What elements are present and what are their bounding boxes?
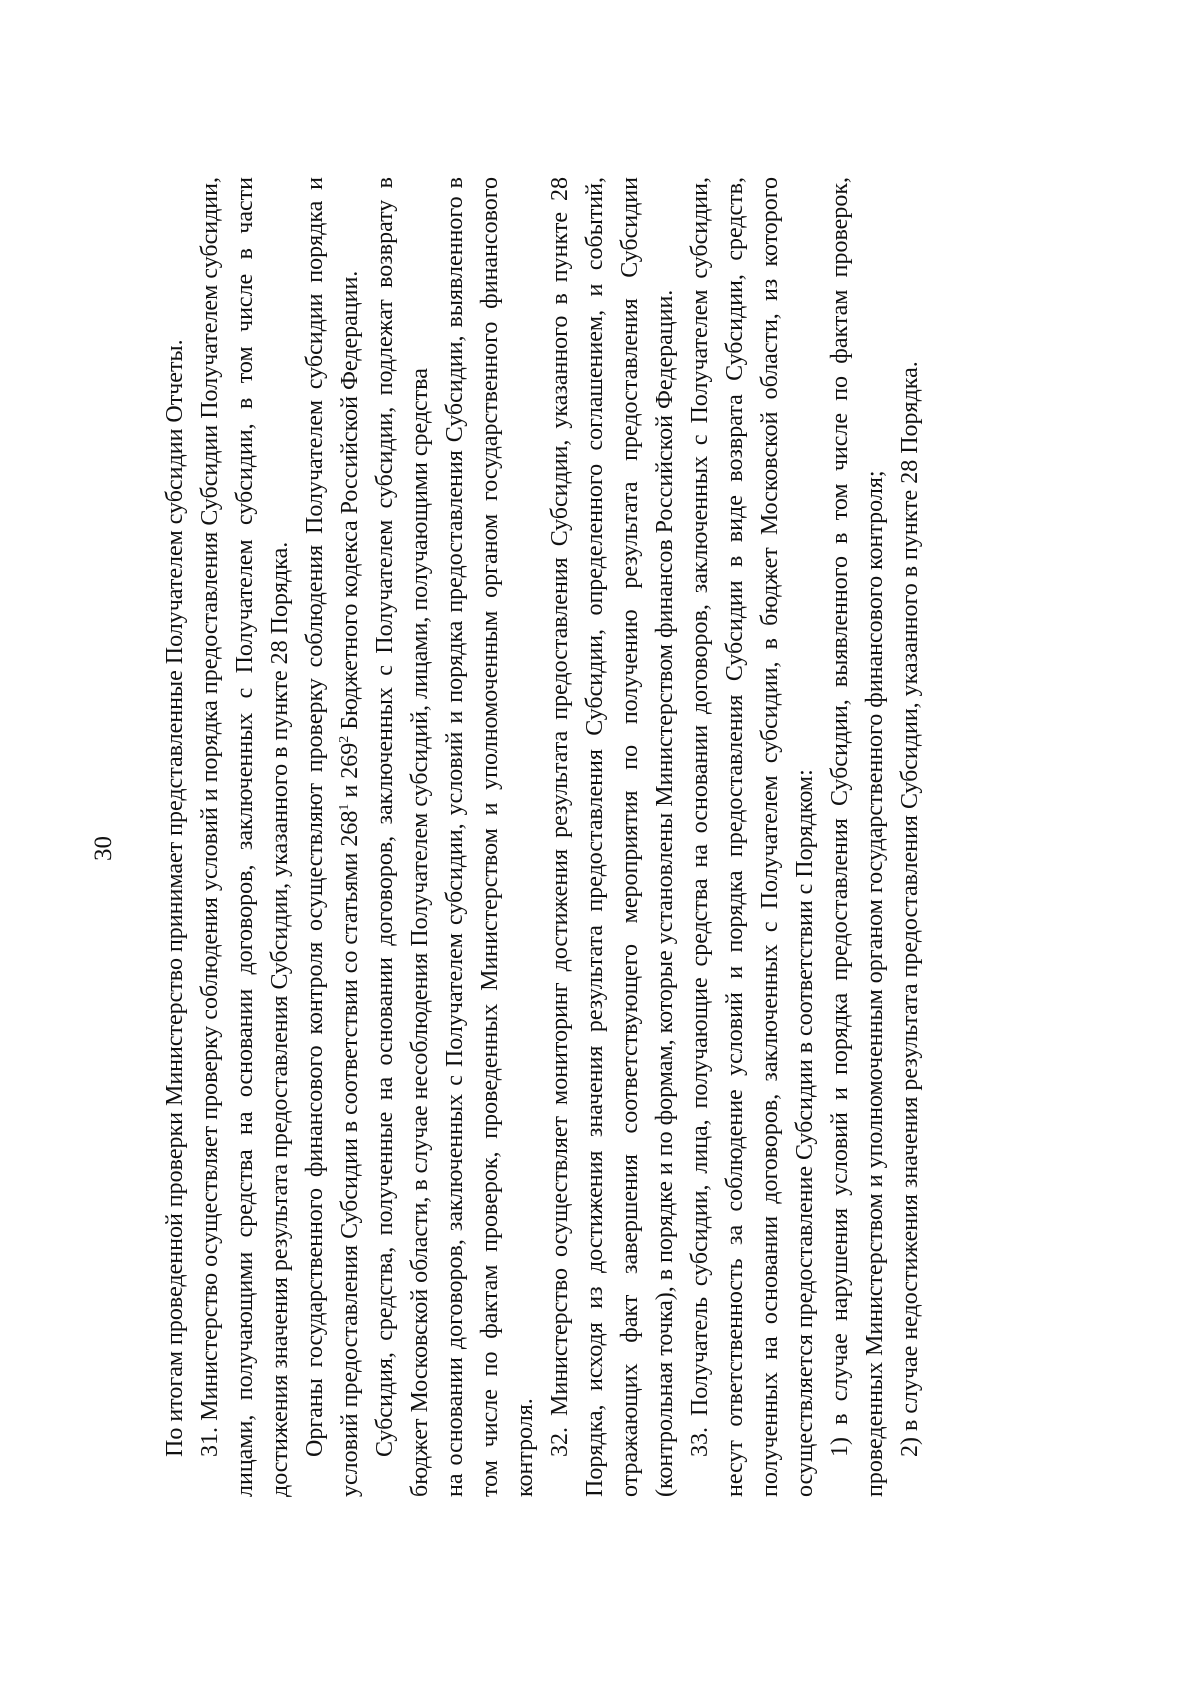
list-item-1: 1) в случае нарушения условий и порядка предоставления Субсидии, выявленного в том числе по фактам проверок, проведенных Министерством и уполномоченным органом государственного финансового контроля; <box>827 177 888 1497</box>
footnote-sup-1: 1 <box>337 803 352 811</box>
paragraph-control-text: Органы государственного финансового контроля осуществляют проверку соблюдения Получателем субсидии порядка и условий предоставления Субсидии в соответствии со статьями 268 <box>302 177 363 1497</box>
paragraph-33: 33. Получатель субсидии, лица, получающие средства на основании договоров, заключенных с Получателем субсидии, несут ответственность за соблюдение условий и порядка предоставления Субсидии в виде возврата Субсидии, средств, полученных на основании договоров, заключенных с Получателем субсидии, в бюджет Московской области, из которого осуществляется предоставление Субсидии в соответствии с Порядком: <box>687 177 818 1497</box>
paragraph-refund: Субсидия, средства, полученные на основании договоров, заключенных с Получателем субсидии, подлежат возврату в бюджет Московской области, в случае несоблюдения Получателем субсидий, лицами, получающими средства <box>372 177 433 1497</box>
footnote-sup-2: 2 <box>337 735 352 743</box>
paragraph-32: 32. Министерство осуществляет мониторинг достижения результата предоставления Субсидии, указанного в пункте 28 Порядка, исходя из достижения значения результата предоставления Субсидии, определенного соглашением, и событий, отражающих факт завершения соответствующего мероприятия по получению результата предоставления Субсидии (контрольная точка), в порядке и по формам, которые установлены Министерством финансов Российской Федерации. <box>547 177 678 1497</box>
page-number: 30 <box>90 836 117 861</box>
paragraph-control <box>298 177 368 1497</box>
paragraph-intro: По итогам проведенной проверки Министерство принимает представленные Получателем субсидии Отчеты. <box>162 339 188 1457</box>
document-body <box>158 177 928 1497</box>
paragraph-refund-cont: на основании договоров, заключенных с Получателем субсидии, условий и порядка предоставления Субсидии, выявленного в том числе по фактам проверок, проведенных Министерством и уполномоченным органом государственного финансового контроля. <box>442 177 538 1497</box>
paragraph-control-end: Бюджетного кодекса Российской Федерации. <box>337 270 363 736</box>
paragraph-31: 31. Министерство осуществляет проверку соблюдения условий и порядка предоставления Субсидии Получателем субсидии, лицами, получающими средства на основании договоров, заключенных с Получателем субсидии, в том числе в части достижения значения результата предоставления Субсидии, указанного в пункте 28 Порядка. <box>197 177 293 1497</box>
list-item-2: 2) в случае недостижения значения результата предоставления Субсидии, указанного в пункте 28 Порядка. <box>897 361 923 1457</box>
paragraph-control-mid: и 269 <box>337 742 363 804</box>
